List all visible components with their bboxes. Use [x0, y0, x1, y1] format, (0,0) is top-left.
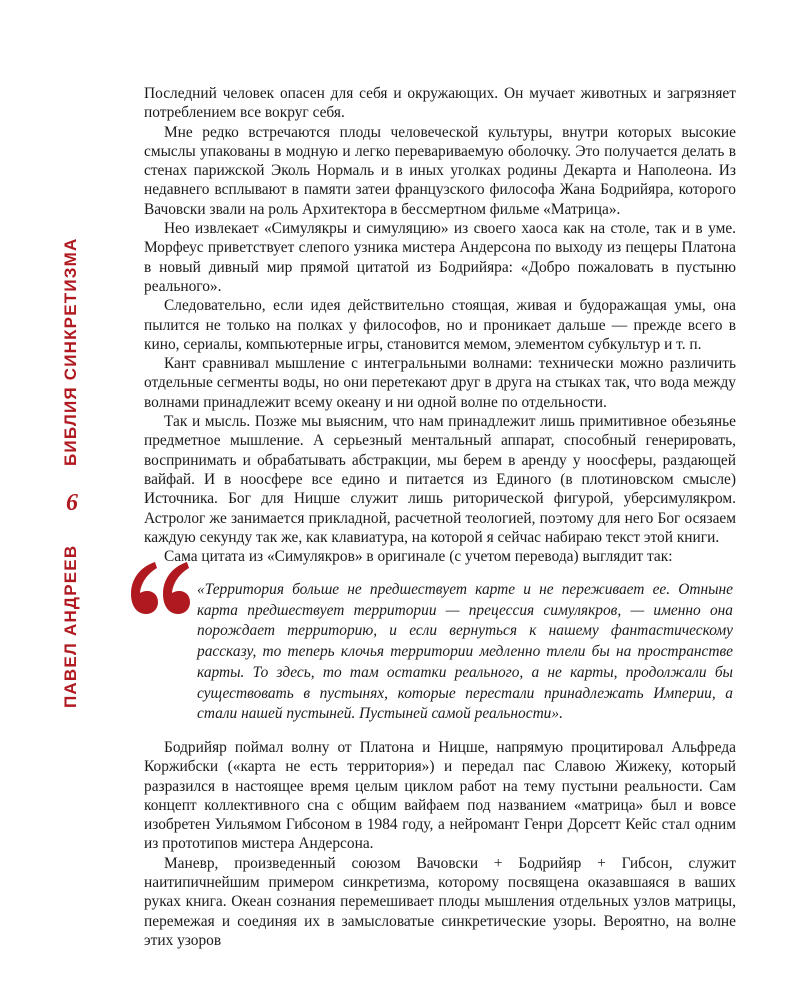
book-title: БИБЛИЯ СИНКРЕТИЗМА — [61, 238, 80, 467]
blockquote — [197, 580, 733, 725]
paragraph: Сама цитата из «Симулякров» в оригинале (с учетом перевода) выглядит так: — [164, 548, 673, 566]
quote-text: «Территория больше не предшествует карте и не переживает ее. Отныне карта предшествует территории — прецессия симулякров, — именно она порождает территорию, и если вернуться к нашему фантастическому рассказу, то теперь клочья территории медленно тлели бы на пространстве карты. То здесь, то там остатки реального, а не карты, продолжали бы существовать в пустынях, которые перестали принадлежать Империи, а стали нашей пустыней. Пустыней самой реальности». — [197, 581, 733, 723]
running-header-text — [59, 238, 83, 708]
body-text-continued — [144, 738, 736, 950]
running-header-vertical — [46, 238, 96, 708]
page-number: 6 — [66, 490, 78, 516]
paragraph: Мне редко встречаются плоды человеческой культуры, внутри которых высокие смыслы упакованы в модную и легко перевариваемую оболочку. Это получается делать в стенах парижской Эколь Нормаль и в иных уголках родины Декарта и Наполеона. Из недавнего всплывают в памяти затеи французского философа Жана Бодрийяра, которого Вачовски звали на роль Архитектора в бессмертном фильме «Матрица». — [144, 123, 736, 218]
quote-mark-icon — [128, 558, 190, 616]
paragraph: Маневр, произведенный союзом Вачовски + Бодрийяр + Гибсон, служит наитипичнейшим примером синкретизма, которому посвящена оказавшаяся в ваших руках книга. Океан сознания перемешивает плоды мышления отдельных узлов матрицы, перемежая и соединяя их в замысловатые синкретические узоры. Вероятно, на волне этих узоров — [144, 854, 736, 949]
paragraph: Следовательно, если идея действительно стоящая, живая и будоражащая умы, она пылится не только на полках у философов, но и проникает дальше — прежде всего в кино, сериалы, компьютерные игры, становится мемом, элементом субкультур и т. п. — [144, 297, 736, 353]
paragraph: Кант сравнивал мышление с интегральными волнами: технически можно различить отдельные сегменты воды, но они перетекают друг в друга на стыках так, что вода между волнами принадлежит всему океану и ни одной волне по отдельности. — [144, 355, 736, 411]
author-name: ПАВЕЛ АНДРЕЕВ — [61, 544, 80, 708]
paragraph: Нео извлекает «Симулякры и симуляцию» из своего хаоса как на столе, так и в уме. Морфеус приветствует слепого узника мистера Андерсона по выходу из пещеры Платона в новый дивный мир прямой цитатой из Бодрийяра: «Добро пожаловать в пустыню реального». — [144, 220, 736, 295]
paragraph: Так и мысль. Позже мы выясним, что нам принадлежит лишь примитивное обезьянье предметное мышление. А серьезный ментальный аппарат, способный генерировать, воспринимать и обрабатывать абстракции, мы берем в аренду у ноосферы, раздающей вайфай. И в ноосфере все едино и питается из Единого (в плотиновском смысле) Источника. Бог для Ницше служит лишь риторической фигурой, уберсимулякром. Астролог же занимается прикладной, расчетной теологией, поэтому для него Бог осязаем каждую секунду так же, как клавиатура, на которой я сейчас набираю текст этой книги. — [144, 413, 736, 546]
body-text — [144, 84, 736, 566]
paragraph: Последний человек опасен для себя и окружающих. Он мучает животных и загрязняет потреблением все вокруг себя. — [144, 85, 736, 122]
paragraph: Бодрийяр поймал волну от Платона и Ницше, напрямую процитировал Альфреда Коржибски («карта не есть территория») и передал пас Славою Жижеку, который разразился в настоящее время целым циклом работ на тему пустыни реальности. Сам концепт коллективного сна с общим вайфаем под названием «матрица» был и вовсе изобретен Уильямом Гибсоном в 1984 году, а нейромант Генри Дорсетт Кейс стал одним из прототипов мистера Андерсона. — [144, 739, 736, 853]
